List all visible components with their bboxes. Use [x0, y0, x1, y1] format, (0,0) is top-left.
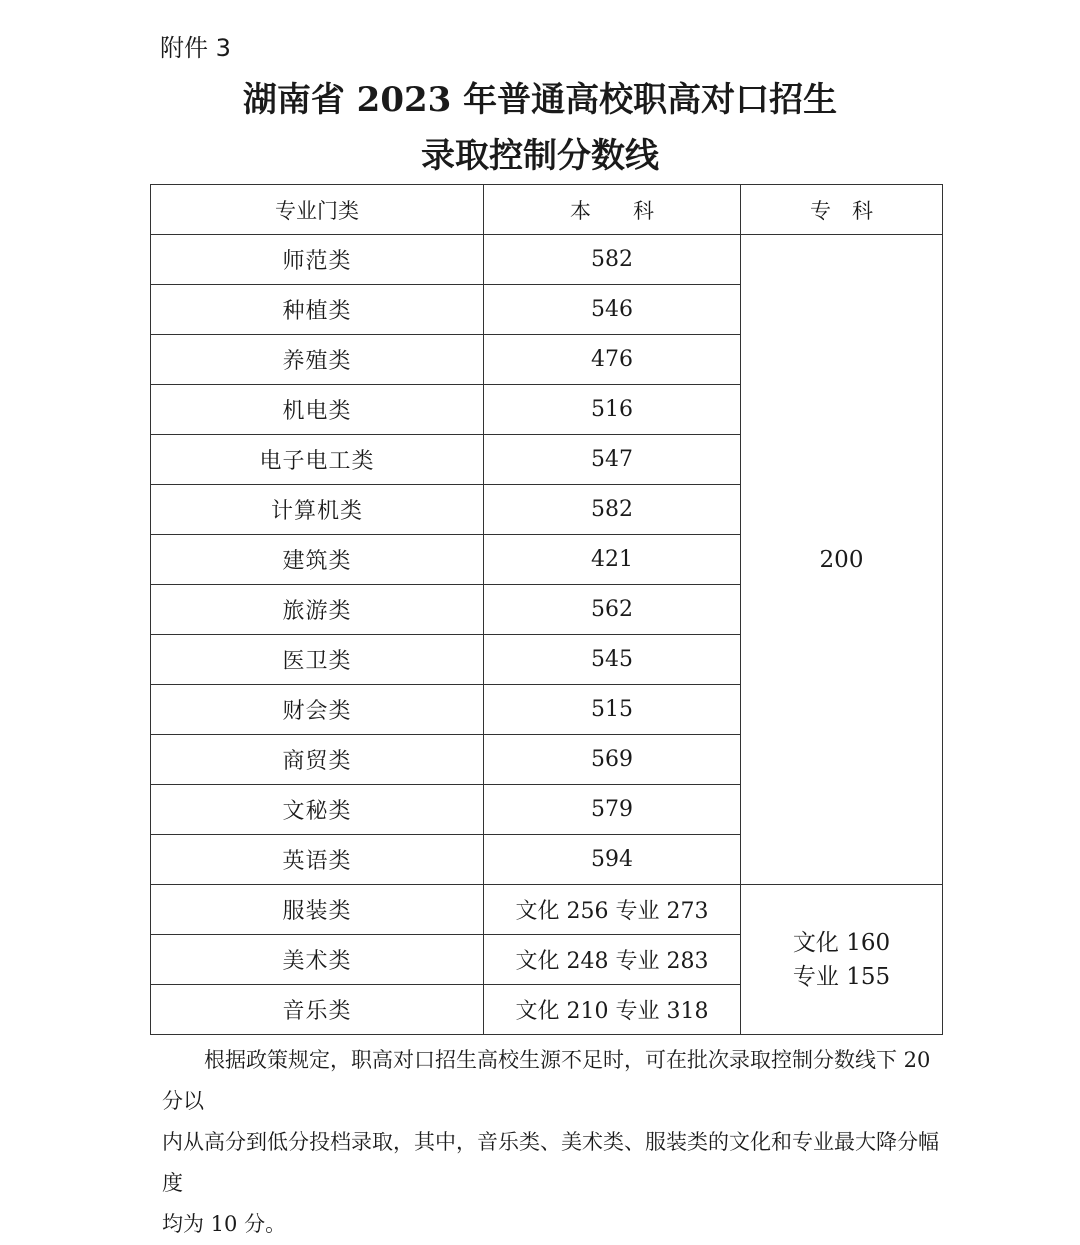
- category-cell: 旅游类: [151, 585, 484, 635]
- note-line: 均为 10 分。: [162, 1212, 287, 1236]
- undergraduate-score-cell: 579: [484, 785, 741, 835]
- undergraduate-score-cell: 582: [484, 485, 741, 535]
- category-cell: 计算机类: [151, 485, 484, 535]
- category-cell: 财会类: [151, 685, 484, 735]
- undergraduate-score-cell: 文化 248 专业 283: [484, 935, 741, 985]
- category-cell: 商贸类: [151, 735, 484, 785]
- category-cell: 建筑类: [151, 535, 484, 585]
- document-subtitle: 录取控制分数线: [421, 136, 659, 176]
- undergraduate-score-cell: 516: [484, 385, 741, 435]
- table-row: [151, 235, 943, 285]
- category-cell: 美术类: [151, 935, 484, 985]
- category-cell: 机电类: [151, 385, 484, 435]
- undergraduate-score-cell: 546: [484, 285, 741, 335]
- undergraduate-score-cell: 594: [484, 835, 741, 885]
- table-row: [151, 885, 943, 935]
- category-cell: 医卫类: [151, 635, 484, 685]
- vocational-culture-score: 文化 160: [792, 929, 891, 956]
- undergraduate-score-cell: 545: [484, 635, 741, 685]
- category-cell: 电子电工类: [151, 435, 484, 485]
- undergraduate-score-cell: 569: [484, 735, 741, 785]
- undergraduate-score-cell: 547: [484, 435, 741, 485]
- category-cell: 种植类: [151, 285, 484, 335]
- vocational-score-arts: [741, 885, 943, 1035]
- undergraduate-score-cell: 476: [484, 335, 741, 385]
- header-category: 专业门类: [151, 185, 484, 235]
- header-vocational: 专 科: [741, 185, 943, 235]
- vocational-score-general: 200: [741, 235, 943, 885]
- category-cell: 英语类: [151, 835, 484, 885]
- policy-note: [162, 1040, 940, 1245]
- attachment-label: 附件 3: [160, 34, 231, 62]
- category-cell: 养殖类: [151, 335, 484, 385]
- category-cell: 师范类: [151, 235, 484, 285]
- header-undergraduate: 本 科: [484, 185, 741, 235]
- undergraduate-score-cell: 文化 210 专业 318: [484, 985, 741, 1035]
- document-title: 湖南省 2023 年普通高校职高对口招生: [242, 80, 838, 120]
- undergraduate-score-cell: 582: [484, 235, 741, 285]
- undergraduate-score-cell: 515: [484, 685, 741, 735]
- table-header-row: [151, 185, 943, 235]
- undergraduate-score-cell: 421: [484, 535, 741, 585]
- category-cell: 文秘类: [151, 785, 484, 835]
- undergraduate-score-cell: 562: [484, 585, 741, 635]
- note-line: 内从高分到低分投档录取，其中，音乐类、美术类、服装类的文化和专业最大降分幅度: [162, 1130, 939, 1195]
- category-cell: 音乐类: [151, 985, 484, 1035]
- note-line: 根据政策规定，职高对口招生高校生源不足时，可在批次录取控制分数线下 20 分以: [162, 1048, 931, 1113]
- vocational-specialty-score: 专业 155: [792, 963, 891, 990]
- score-table: [150, 184, 943, 1035]
- undergraduate-score-cell: 文化 256 专业 273: [484, 885, 741, 935]
- category-cell: 服装类: [151, 885, 484, 935]
